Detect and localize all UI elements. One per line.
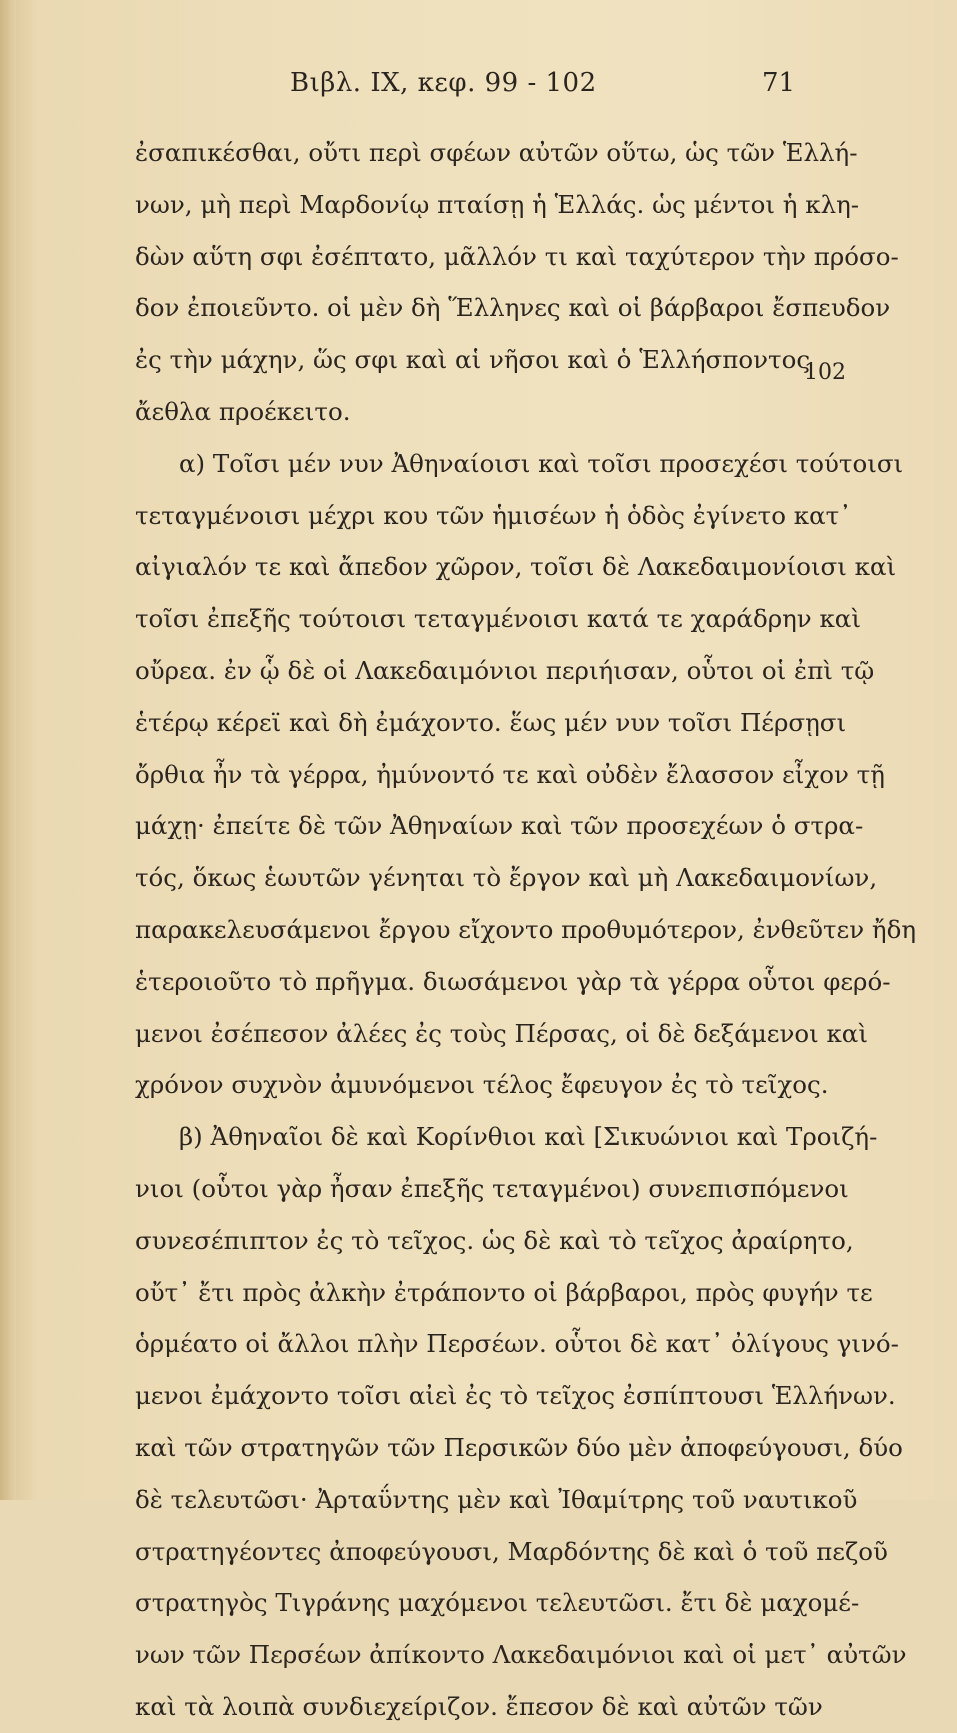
page-gutter-edge (0, 0, 16, 1500)
text-line: συνεσέπιπτον ἐς τὸ τεῖχος. ὡς δὲ καὶ τὸ τεῖχος ἀραίρητο, (135, 1225, 854, 1255)
text-line: μενοι ἐμάχοντο τοῖσι αἰεὶ ἐς τὸ τεῖχος ἐσπίπτουσι Ἑλλήνων. (135, 1381, 896, 1411)
text-line: δὲ τελευτῶσι· Ἀρταΰντης μὲν καὶ Ἰθαμίτρης τοῦ ναυτικοῦ (135, 1484, 858, 1514)
text-line: νων, μὴ περὶ Μαρδονίῳ πταίσῃ ἡ Ἑλλάς. ὡς μέντοι ἡ κλη- (135, 189, 860, 219)
text-line: τός, ὅκως ἑωυτῶν γένηται τὸ ἔργον καὶ μὴ Λακεδαιμονίων, (135, 863, 878, 893)
text-line: δὼν αὕτη σφι ἐσέπτατο, μᾶλλόν τι καὶ ταχύτερον τὴν πρόσο- (135, 241, 899, 271)
text-line: α) Τοῖσι μέν νυν Ἀθηναίοισι καὶ τοῖσι προσεχέσι τούτοισι (179, 448, 904, 478)
running-head: Βιβλ. IX, κεφ. 99 - 102 (290, 68, 597, 98)
text-line: καὶ τὰ λοιπὰ συνδιεχείριζον. ἔπεσον δὲ καὶ αὐτῶν τῶν (135, 1691, 823, 1721)
text-line: ἐς τὴν μάχην, ὥς σφι καὶ αἱ νῆσοι καὶ ὁ Ἑλλήσποντος (135, 345, 811, 375)
text-line: ἐσαπικέσθαι, οὔτι περὶ σφέων αὐτῶν οὕτω, ὡς τῶν Ἑλλή- (135, 138, 858, 167)
text-line: μάχῃ· ἐπείτε δὲ τῶν Ἀθηναίων καὶ τῶν προσεχέων ὁ στρα- (135, 811, 864, 841)
text-line: δον ἐποιεῦντο. οἱ μὲν δὴ Ἕλληνες καὶ οἱ βάρβαροι ἔσπευδον (135, 293, 891, 323)
text-line: ὁρμέατο οἱ ἄλλοι πλὴν Περσέων. οὗτοι δὲ κατ᾽ ὀλίγους γινό- (135, 1329, 899, 1359)
text-line: μενοι ἐσέπεσον ἀλέες ἐς τοὺς Πέρσας, οἱ δὲ δεξάμενοι καὶ (135, 1018, 868, 1048)
text-line: ἑτέρῳ κέρεϊ καὶ δὴ ἐμάχοντο. ἕως μέν νυν τοῖσι Πέρσῃσι (135, 707, 847, 737)
text-line: παρακελευσάμενοι ἔργου εἴχοντο προθυμότερον, ἐνθεῦτεν ἤδη (135, 914, 916, 944)
text-line: ἑτεροιοῦτο τὸ πρῆγμα. διωσάμενοι γὰρ τὰ γέρρα οὗτοι φερό- (135, 966, 891, 996)
text-line: στρατηγέοντες ἀποφεύγουσι, Μαρδόντης δὲ καὶ ὁ τοῦ πεζοῦ (135, 1536, 888, 1566)
text-line: χρόνον συχνὸν ἀμυνόμενοι τέλος ἔφευγον ἐς τὸ τεῖχος. (135, 1070, 829, 1100)
text-line: νιοι (οὗτοι γὰρ ἦσαν ἐπεξῆς τεταγμένοι) συνεπισπόμενοι (135, 1173, 849, 1203)
text-line: αἰγιαλόν τε καὶ ἄπεδον χῶρον, τοῖσι δὲ Λακεδαιμονίοισι καὶ (135, 552, 897, 582)
text-line: τεταγμένοισι μέχρι κου τῶν ἡμισέων ἡ ὁδὸς ἐγίνετο κατ᾽ (135, 500, 852, 530)
text-line: ἄεθλα προέκειτο. (135, 396, 351, 426)
page-number: 71 (762, 68, 796, 98)
text-line: β) Ἀθηναῖοι δὲ καὶ Κορίνθιοι καὶ [Σικυώνιοι καὶ Τροιζή- (179, 1122, 878, 1152)
text-line: νων τῶν Περσέων ἀπίκοντο Λακεδαιμόνιοι καὶ οἱ μετ᾽ αὐτῶν (135, 1640, 907, 1670)
page-header (0, 58, 957, 108)
margin-chapter-number: 102 (804, 360, 846, 385)
text-line: τοῖσι ἐπεξῆς τούτοισι τεταγμένοισι κατά τε χαράδρην καὶ (135, 604, 861, 634)
text-line: καὶ τῶν στρατηγῶν τῶν Περσικῶν δύο μὲν ἀποφεύγουσι, δύο (135, 1432, 903, 1462)
text-line: οὔρεα. ἐν ᾧ δὲ οἱ Λακεδαιμόνιοι περιήισαν, οὗτοι οἱ ἐπὶ τῷ (135, 655, 875, 685)
text-line: οὔτ᾽ ἔτι πρὸς ἀλκὴν ἐτράποντο οἱ βάρβαροι, πρὸς φυγήν τε (135, 1277, 873, 1307)
text-line: ὄρθια ἦν τὰ γέρρα, ἠμύνοντό τε καὶ οὐδὲν ἔλασσον εἶχον τῇ (135, 759, 885, 789)
text-line: στρατηγὸς Τιγράνης μαχόμενοι τελευτῶσι. ἔτι δὲ μαχομέ- (135, 1588, 860, 1618)
